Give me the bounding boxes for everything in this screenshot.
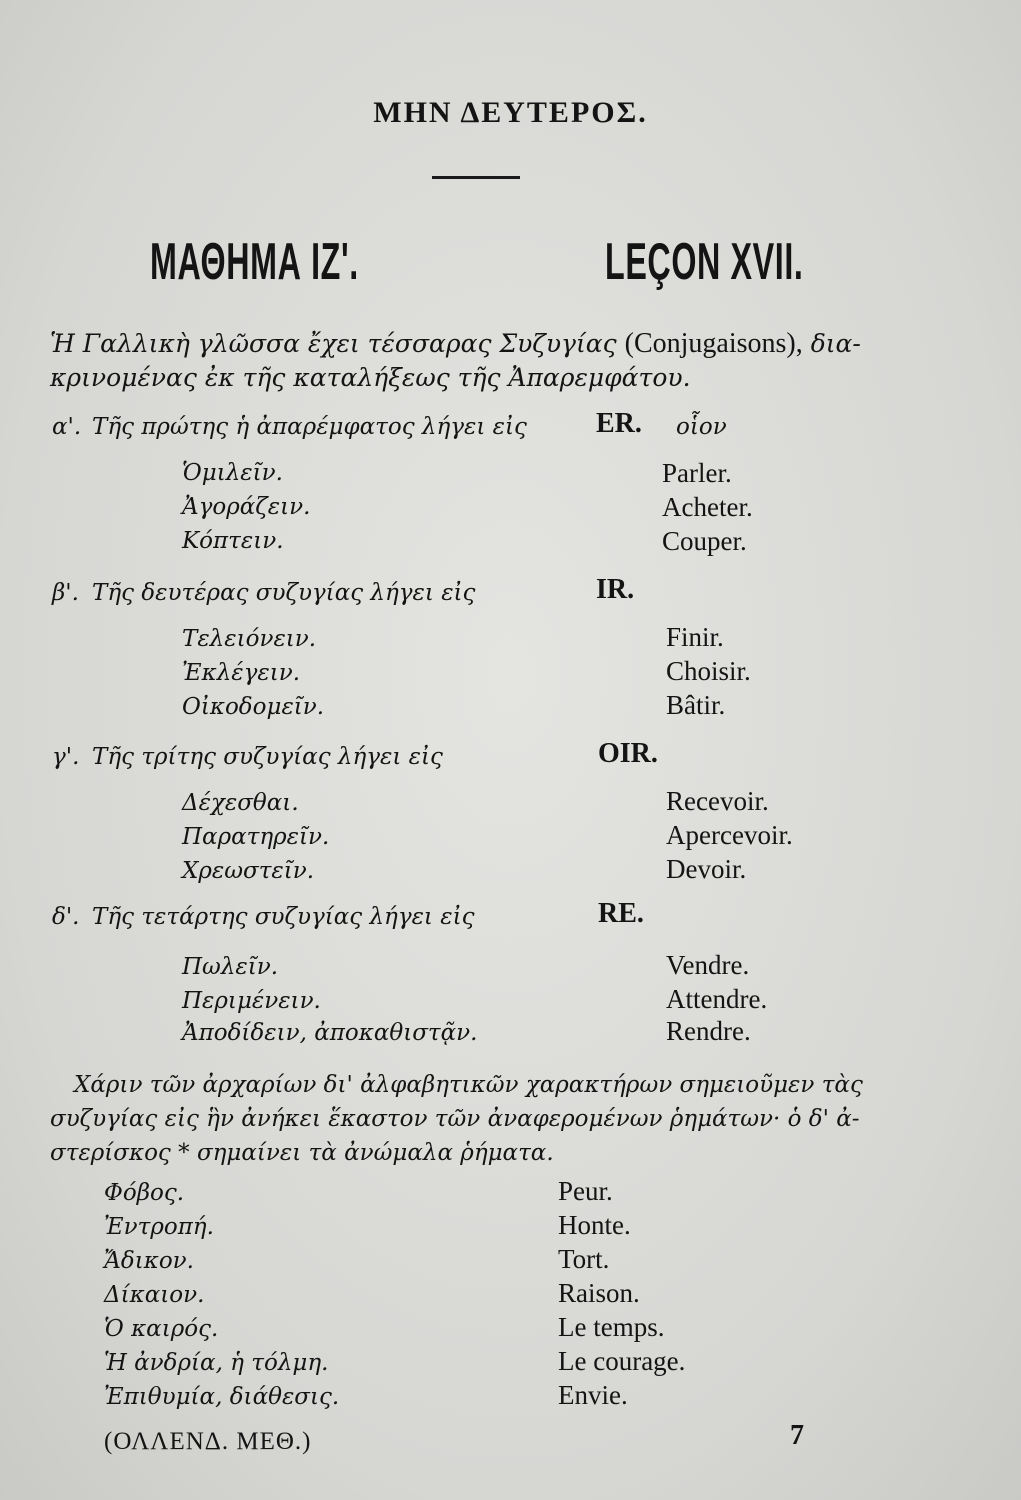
vocab-greek: Ἐντροπή.: [104, 1214, 214, 1240]
vocab-french: Tort.: [558, 1244, 610, 1274]
intro-line-1: [50, 328, 930, 360]
verb-greek: Ἐκλέγειν.: [182, 660, 301, 686]
verb-french: Bâtir.: [666, 690, 726, 720]
verb-french: Acheter.: [662, 492, 753, 522]
vocab-greek: Ὁ καιρός.: [104, 1316, 219, 1342]
vocab-greek: Ἄδικον.: [104, 1248, 194, 1274]
verb-greek: Πωλεῖν.: [182, 954, 279, 980]
vocab-french: Peur.: [558, 1176, 613, 1206]
verb-greek: Ὁμιλεῖν.: [182, 460, 283, 486]
vocab-french: Le courage.: [558, 1346, 686, 1376]
verb-greek: Δέχεσθαι.: [182, 790, 299, 816]
verb-greek: Παρατηρεῖν.: [182, 824, 330, 850]
conjugation-3-marker: γ'.: [52, 744, 80, 770]
conjugation-1-text: Τῆς πρώτης ἡ ἀπαρέμφατος λήγει εἰς: [92, 414, 527, 440]
conjugation-4-marker: δ'.: [52, 904, 80, 930]
vocab-greek: Ἐπιθυμία, διάθεσις.: [104, 1384, 340, 1410]
page-number: 7: [790, 1420, 804, 1451]
note-line-1: Χάριν τῶν ἀρχαρίων δι' ἀλφαβητικῶν χαρακτήρων σημειοῦμεν τὰς: [74, 1072, 863, 1098]
conjugation-3-text: Τῆς τρίτης συζυγίας λήγει εἰς: [92, 744, 443, 770]
running-head: ΜΗΝ ΔΕΥΤΕΡΟΣ.: [373, 96, 648, 129]
vocab-greek: Δίκαιον.: [104, 1282, 205, 1308]
verb-french: Choisir.: [666, 656, 751, 686]
lesson-title-greek: ΜΑΘΗΜΑ ΙΖ'.: [150, 233, 359, 291]
vocab-french: Le temps.: [558, 1312, 665, 1342]
lesson-title-french: LEÇON XVII.: [605, 233, 804, 291]
verb-french: Parler.: [662, 458, 732, 488]
conjugation-1-marker: α'.: [52, 414, 82, 440]
verb-french: Rendre.: [666, 1016, 751, 1046]
conjugation-4-text: Τῆς τετάρτης συζυγίας λήγει εἰς: [92, 904, 475, 930]
verb-greek: Ἀποδίδειν, ἀποκαθιστᾷν.: [182, 1020, 478, 1046]
header-rule: [432, 176, 520, 179]
verb-french: Finir.: [666, 622, 724, 652]
verb-french: Attendre.: [666, 984, 768, 1014]
conjugation-2-ending: IR.: [596, 574, 635, 605]
intro-greek-a: Ἡ Γαλλικὴ γλῶσσα ἔχει τέσσαρας Συζυγίας: [50, 329, 625, 358]
printer-signature: (ΟΛΛΕΝΔ. ΜΕΘ.): [104, 1428, 312, 1455]
verb-greek: Τελειόνειν.: [182, 626, 317, 652]
verb-greek: Ἀγοράζειν.: [182, 494, 311, 520]
vocab-french: Honte.: [558, 1210, 631, 1240]
vocab-french: Raison.: [558, 1278, 640, 1308]
verb-greek: Χρεωστεῖν.: [182, 858, 315, 884]
verb-french: Vendre.: [666, 950, 750, 980]
conjugation-2-text: Τῆς δευτέρας συζυγίας λήγει εἰς: [92, 580, 476, 606]
vocab-french: Envie.: [558, 1380, 628, 1410]
verb-french: Couper.: [662, 526, 747, 556]
verb-french: Apercevoir.: [666, 820, 793, 850]
conjugation-3-ending: OIR.: [598, 738, 658, 769]
verb-french: Recevoir.: [666, 786, 769, 816]
conjugation-2-marker: β'.: [52, 580, 79, 606]
intro-latin: (Conjugaisons),: [624, 328, 803, 359]
verb-greek: Κόπτειν.: [182, 528, 284, 554]
intro-greek-b: δια-: [802, 329, 861, 358]
verb-greek: Περιμένειν.: [182, 988, 321, 1014]
conjugation-1-ending: ER.: [596, 408, 642, 439]
vocab-greek: Ἡ ἀνδρία, ἡ τόλμη.: [104, 1350, 329, 1376]
verb-greek: Οἰκοδομεῖν.: [182, 694, 325, 720]
intro-line-2: κρινομένας ἐκ τῆς καταλήξεως τῆς Ἀπαρεμφάτου.: [50, 363, 691, 392]
conjugation-4-ending: RE.: [598, 898, 644, 929]
verb-french: Devoir.: [666, 854, 747, 884]
note-line-2: συζυγίας εἰς ἣν ἀνήκει ἕκαστον τῶν ἀναφερομένων ῥημάτων· ὁ δ' ἀ-: [50, 1106, 860, 1132]
conjugation-1-extra: οἷον: [676, 414, 727, 440]
note-line-3: στερίσκος * σημαίνει τὰ ἀνώμαλα ῥήματα.: [50, 1140, 554, 1166]
vocab-greek: Φόβος.: [104, 1180, 185, 1206]
